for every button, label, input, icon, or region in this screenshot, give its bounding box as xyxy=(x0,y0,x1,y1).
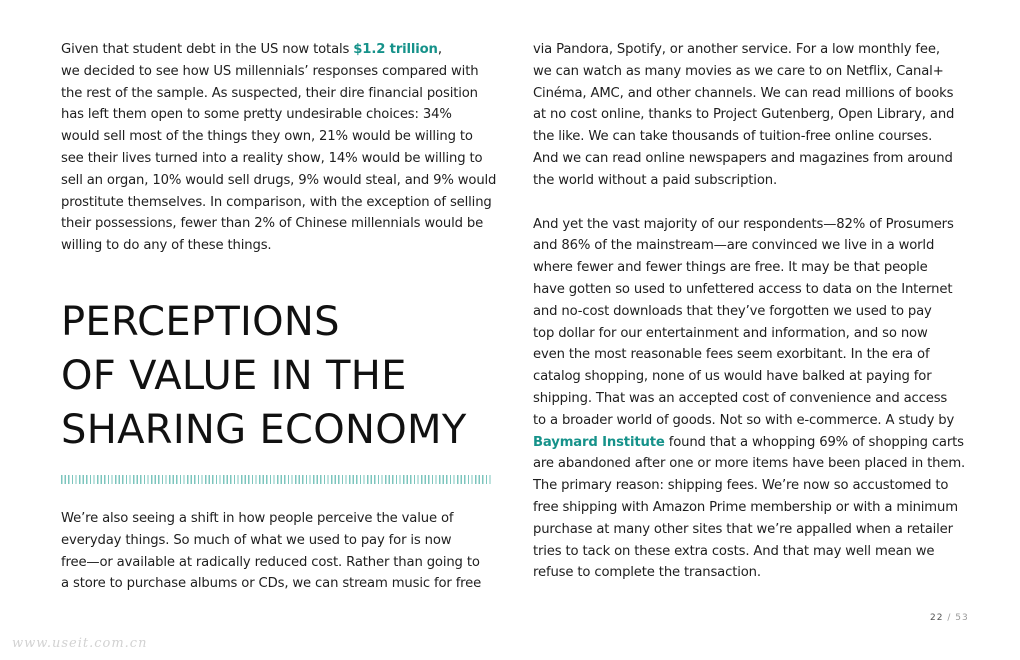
text-line: catalog shopping, none of us would have balked at paying for xyxy=(533,369,932,385)
watermark: www.useit.com.cn xyxy=(12,636,148,651)
text-run: found that a whopping 69% of shopping carts xyxy=(664,434,964,450)
text-line: their possessions, fewer than 2% of Chinese millennials would be xyxy=(61,216,484,232)
text-run: Given that student debt in the US now totals xyxy=(61,42,354,57)
highlighted-term: $1.2 trillion xyxy=(353,42,438,57)
text-line: are abandoned after one or more items have been placed in them. xyxy=(533,456,966,472)
text-line: see their lives turned into a reality show, 14% would be willing to xyxy=(61,150,483,166)
text-line: a store to purchase albums or CDs, we can stream music for free xyxy=(61,576,482,592)
text-line: and no-cost downloads that they’ve forgotten we used to pay xyxy=(533,303,932,319)
text-line: tries to tack on these extra costs. And that may well mean we xyxy=(533,543,935,559)
text-line xyxy=(61,39,501,61)
current-page: 22 xyxy=(930,613,944,623)
text-line: purchase at many other sites that we’re appalled when a retailer xyxy=(533,521,953,537)
highlighted-term: Baymard Institute xyxy=(533,434,665,450)
decorative-divider xyxy=(61,475,491,484)
text-line: even the most reasonable fees seem exorbitant. In the era of xyxy=(533,347,930,363)
text-line: have gotten so used to unfettered access to data on the Internet xyxy=(533,281,953,297)
text-line: sell an organ, 10% would sell drugs, 9% would steal, and 9% would xyxy=(61,172,497,188)
text-line: willing to do any of these things. xyxy=(61,238,272,254)
intro-paragraph xyxy=(61,39,501,257)
text-line: free shipping with Amazon Prime membership or with a minimum xyxy=(533,499,958,515)
text-line: The primary reason: shipping fees. We’re now so accustomed to xyxy=(533,478,949,494)
free-things-paragraph xyxy=(533,214,973,585)
text-line: Cinéma, AMC, and other channels. We can read millions of books xyxy=(533,85,954,101)
text-line: has left them open to some pretty undesirable choices: 34% xyxy=(61,107,452,123)
text-line: where fewer and fewer things are free. It may be that people xyxy=(533,260,928,276)
text-line: would sell most of the things they own, 21% would be willing to xyxy=(61,129,473,145)
text-line: we can watch as many movies as we care to on Netflix, Canal+ xyxy=(533,63,944,79)
text-line: via Pandora, Spotify, or another service. For a low monthly fee, xyxy=(533,42,940,57)
text-line: at no cost online, thanks to Project Gutenberg, Open Library, and xyxy=(533,107,955,123)
text-run: , xyxy=(437,42,442,57)
text-line: top dollar for our entertainment and information, and so now xyxy=(533,325,928,341)
text-line: the like. We can take thousands of tuition-free online courses. xyxy=(533,129,933,145)
text-line: free—or available at radically reduced cost. Rather than going to xyxy=(61,554,480,570)
heading-line: PERCEPTIONS xyxy=(61,298,340,345)
heading-line: SHARING ECONOMY xyxy=(61,406,467,453)
text-line: prostitute themselves. In comparison, with the exception of selling xyxy=(61,194,492,210)
text-line xyxy=(533,432,973,454)
body-paragraph xyxy=(61,508,501,595)
page-separator: / xyxy=(947,613,952,623)
heading-line: OF VALUE IN THE xyxy=(61,352,407,399)
section-heading xyxy=(61,295,501,457)
text-line: to a broader world of goods. Not so with e-commerce. A study by xyxy=(533,412,955,428)
left-column xyxy=(61,39,501,595)
text-line: the rest of the sample. As suspected, their dire financial position xyxy=(61,85,478,101)
page-number xyxy=(930,613,969,623)
text-line: we decided to see how US millennials’ responses compared with xyxy=(61,63,479,79)
text-line: everyday things. So much of what we used to pay for is now xyxy=(61,532,452,548)
text-line: the world without a paid subscription. xyxy=(533,172,777,188)
right-column xyxy=(533,39,973,584)
text-line: And we can read online newspapers and magazines from around xyxy=(533,150,953,166)
total-pages: 53 xyxy=(955,613,969,623)
text-line: And yet the vast majority of our respondents—82% of Prosumers xyxy=(533,216,954,232)
text-line: refuse to complete the transaction. xyxy=(533,565,761,581)
text-line: and 86% of the mainstream—are convinced we live in a world xyxy=(533,238,935,254)
text-line: shipping. That was an accepted cost of convenience and access xyxy=(533,390,948,406)
streaming-paragraph xyxy=(533,39,973,192)
text-line: We’re also seeing a shift in how people perceive the value of xyxy=(61,510,454,526)
